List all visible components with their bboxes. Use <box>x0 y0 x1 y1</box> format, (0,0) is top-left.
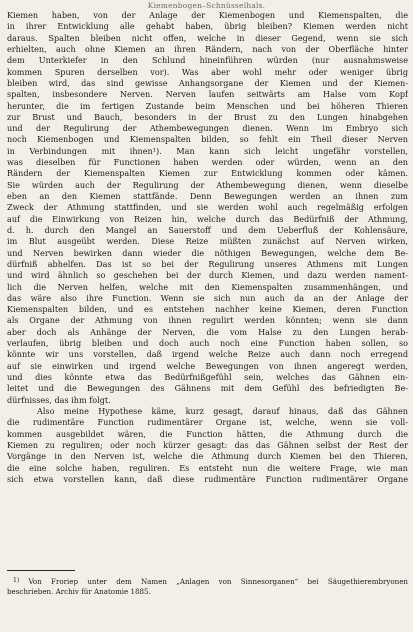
text-line: daraus. Spalten bleiben nicht offen, welche in dieser Gegend, wenn sie sich <box>7 32 408 43</box>
running-header: Kiemenbogen–Schnüsselhals. <box>147 1 266 10</box>
text-line: noch Kiemenbogen und Kiemenspalten bilden, so fehlt ein Theil dieser Nerven <box>7 134 408 145</box>
text-line: kommen Spuren derselben vor). Was aber wohl mehr oder weniger übrig <box>7 66 408 77</box>
footnote-line: beschrieben. Archiv für Anatomie 1885. <box>7 587 151 596</box>
footnote-marker: 1) <box>13 577 20 584</box>
text-line: auf die Einwirkung von Reizen hin, welche durch das Bedürfniß der Athmung, <box>7 213 408 224</box>
text-line: lich die Nerven helfen, welche mit den Kiemenspalten zusammenhängen, und <box>7 281 408 292</box>
text-line: aber doch als Anhänge der Nerven, die vom Halse zu den Lungen herab- <box>7 326 408 337</box>
text-line: als Organe der Athmung von ihnen regulirt werden könnten; wenn sie dann <box>7 315 408 326</box>
footnote <box>7 575 408 597</box>
text-line: verlaufen, übrig bleiben und doch auch noch eine Function haben sollen, so <box>7 338 408 349</box>
text-line: was dieselben für Functionen haben werden oder würden, wenn an den <box>7 157 408 168</box>
footnote-text: Von Froriep unter dem Namen „Anlagen von Sinnesorganen“ bei Säugethierembryonen <box>19 577 408 586</box>
text-line: im Blut ausgeübt werden. Diese Reize müßten zunächst auf Nerven wirken, <box>7 236 408 247</box>
text-line: d. h. durch den Mangel an Sauerstoff und dem Ueberfluß der Kohlensäure, <box>7 224 408 235</box>
text-line: Also meine Hypothese käme, kurz gesagt, darauf hinaus, daß das Gähnen <box>37 405 408 416</box>
text-line: Kiemen zu reguliren; oder noch kürzer gesagt: das das Gähnen selbst der Rest der <box>7 439 408 450</box>
text-line: die eine solche haben, reguliren. Es entsteht nun die weitere Frage, wie man <box>7 462 408 473</box>
text-line: und Nerven bewirken dann wieder die nöthigen Bewegungen, welche dem Be- <box>7 247 408 258</box>
text-line: herunter, die im fertigen Zustande beim Menschen und bei höheren Thieren <box>7 100 408 111</box>
text-line: Kiemenspalten bilden, und es entstehen nachher keine Kiemen, deren Function <box>7 304 408 315</box>
text-line: in Verbindungen mit ihnen¹). Man kann sich leicht ungefähr vorstellen, <box>7 145 408 156</box>
text-line: und dies könnte etwa das Bedürfnißgefühl sein, welches das Gähnen ein- <box>7 372 408 382</box>
text-line: in ihrer Entwicklung alle gehabt haben, übrig bleiben? Kiemen werden nicht <box>7 21 408 32</box>
text-line: auf sie einwirken und irgend welche Bewegungen von ihnen angeregt werden, <box>7 360 408 371</box>
body-text <box>7 10 408 485</box>
text-line: könnte wir uns vorstellen, daß irgend welche Reize auch dann noch erregend <box>7 349 408 360</box>
footnote-line <box>7 575 408 586</box>
text-line: Zweck der Athmung stattfinden, und sie werden wohl auch regelmäßig erfolgen <box>7 202 408 213</box>
text-line: und wird ähnlich so geschehen bei der durch Kiemen, und dazu werden nament- <box>7 270 408 281</box>
text-line: und der Regulirung der Athembewegungen dienen. Wenn im Embryo sich <box>7 123 408 134</box>
text-line: die rudimentäre Function rudimentärer Organe ist, welche, wenn sie voll- <box>7 417 408 428</box>
text-line: eben an den Kiemen stattfände. Denn Bewegungen werden an ihnen zum <box>7 191 408 201</box>
footnote-separator <box>7 570 75 571</box>
text-line: kommen ausgebildet wären, die Function hätten, die Athmung durch die <box>7 428 408 439</box>
text-line: erhielten, auch ohne Kiemen an ihren Rändern, nach von der Oberfläche hinter <box>7 43 408 54</box>
text-line: spalten, insbesondere Nerven. Nerven laufen seitwärts am Halse vom Kopf <box>7 89 408 100</box>
text-line: Kiemen haben, von der Anlage der Kiemenbogen und Kiemenspalten, die <box>7 10 408 20</box>
text-line: dem Unterkiefer in den Schlund hineinführen würden (nur ausnahmsweise <box>7 55 408 66</box>
text-line: dürfnisses, das ihm folgt. <box>7 394 111 405</box>
text-line: Sie würden auch der Regulirung der Athembewegung dienen, wenn dieselbe <box>7 179 408 190</box>
text-line: leitet und die Bewegungen des Gähnens mit dem Gefühl des befriedigten Be- <box>7 383 408 394</box>
text-line: dürfniß abhelfen. Das ist so bei der Regulirung unseres Athmens mit Lungen <box>7 258 408 269</box>
text-line: Rändern der Kiemenspalten Kiemen zur Entwicklung kommen oder kämen. <box>7 168 408 179</box>
text-line: das wäre also ihre Function. Wenn sie sich nun auch da an der Anlage der <box>7 292 408 303</box>
text-line: zur Brust und Bauch, besonders in der Brust zu den Lungen hinabgehen <box>7 111 408 122</box>
text-line: bleiben wird, das sind gewisse Anhangsorgane der Kiemen und der Kiemen- <box>7 77 408 88</box>
text-line: Vorgänge in den Nerven ist, welche die Athmung durch Kiemen bei den Thieren, <box>7 451 408 462</box>
text-line: sich etwa vorstellen kann, daß diese rudimentäre Function rudimentärer Organe <box>7 473 408 484</box>
